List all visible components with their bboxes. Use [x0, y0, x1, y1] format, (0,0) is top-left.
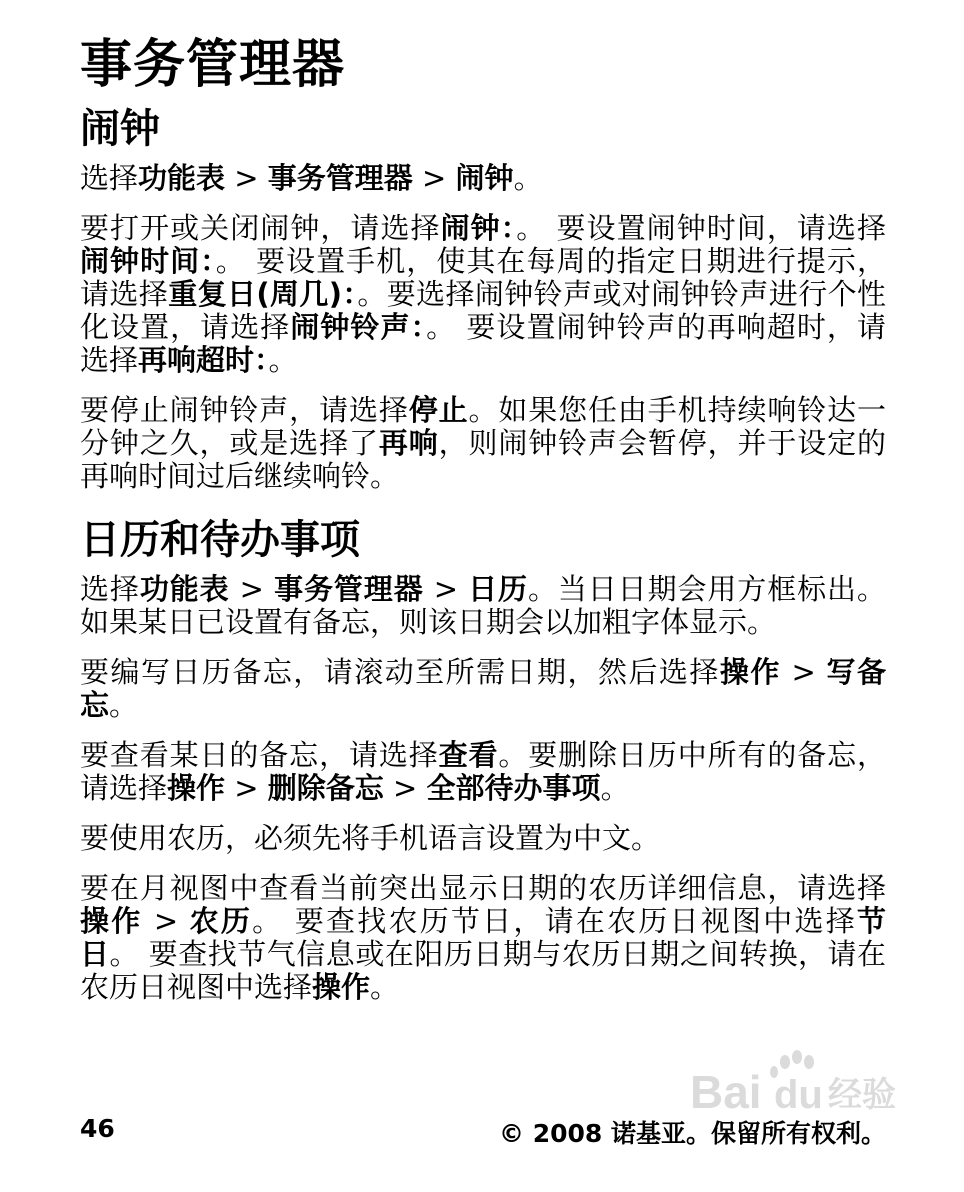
paragraph: [80, 656, 886, 722]
svg-text:Bai: Bai: [690, 1066, 762, 1118]
text-run: 。: [109, 688, 139, 722]
bold-term: 再响超时：: [138, 343, 269, 377]
bold-term: 事务管理器: [267, 161, 413, 195]
bold-term: 查看: [438, 738, 499, 772]
copyright-notice: © 2008 诺基亚。保留所有权利。: [499, 1119, 886, 1148]
text-run: >: [383, 771, 427, 805]
text-run: 选择: [80, 161, 139, 195]
bold-term: 闹钟：: [440, 211, 517, 245]
page-number: 46: [80, 1114, 115, 1143]
bold-term: 闹钟时间：: [80, 244, 216, 278]
bold-term: 操作: [312, 970, 371, 1004]
bold-term: 删除备忘: [267, 771, 384, 805]
bold-term: 农历: [189, 904, 253, 938]
text-run: >: [423, 572, 469, 606]
page-title: 事务管理器: [80, 35, 346, 95]
text-run: 。 要查找节气信息或在阳历日期与农历日期之间转换，请在农历日视图中选择: [80, 937, 886, 1004]
text-run: 。: [600, 771, 630, 805]
text-run: 要查看某日的备忘，请选择: [80, 738, 439, 772]
page-footer: [80, 1114, 886, 1150]
section-heading-alarm: 闹钟: [80, 106, 160, 152]
bold-term: 再响: [378, 426, 439, 460]
text-run: 选择: [80, 572, 140, 606]
bold-term: 闹钟铃声：: [290, 310, 427, 344]
bold-term: 事务管理器: [274, 572, 424, 606]
bold-term: 闹钟: [455, 161, 514, 195]
text-run: ，则闹钟铃声会暂停，并于设定的再响时间过后继续响铃。: [80, 426, 886, 493]
text-run: 。 要查找农历节日，请在农历日视图中选择: [252, 904, 857, 938]
text-run: 要停止闹钟铃声，请选择: [80, 393, 409, 427]
svg-text:经验: 经验: [828, 1075, 896, 1115]
text-run: >: [225, 771, 268, 805]
bold-term: 日历: [468, 572, 528, 606]
text-run: 。如果您任由手机持续响铃达一分钟之久，或是选择了: [80, 393, 886, 460]
bold-term: 操作: [167, 771, 226, 805]
text-run: 。要选择闹钟铃声或对闹钟铃声进行个性化设置，请选择: [80, 277, 886, 344]
bold-term: 节日: [80, 904, 886, 971]
text-run: 要打开或关闭闹钟，请选择: [80, 211, 441, 245]
document-page: [80, 30, 886, 1021]
paragraph: [80, 162, 886, 195]
svg-text:du: du: [774, 1073, 823, 1117]
text-run: >: [229, 572, 275, 606]
bold-term: 操作: [80, 904, 143, 938]
bold-term: 功能表: [139, 572, 230, 606]
text-run: >: [780, 655, 827, 689]
text-run: 要在月视图中查看当前突出显示日期的农历详细信息，请选择: [80, 871, 886, 905]
text-run: 。要删除日历中所有的备忘，请选择: [80, 738, 886, 805]
text-run: 。 要设置闹钟铃声的再响超时，请选择: [80, 310, 886, 377]
bold-term: 功能表: [138, 161, 226, 195]
text-run: >: [225, 161, 268, 195]
paragraph: [80, 394, 886, 493]
bold-term: 全部待办事项: [426, 771, 601, 805]
text-run: 要编写日历备忘，请滚动至所需日期，然后选择: [80, 655, 720, 689]
text-run: >: [412, 161, 456, 195]
text-run: 要使用农历，必须先将手机语言设置为中文。: [80, 821, 661, 855]
bold-term: 操作: [719, 655, 781, 689]
text-run: 。 要设置手机，使其在每周的指定日期进行提示，请选择: [80, 244, 886, 311]
text-run: 。: [513, 161, 543, 195]
text-run: 。 要设置闹钟时间，请选择: [516, 211, 886, 245]
paragraph: [80, 739, 886, 805]
paragraph: [80, 822, 886, 855]
bold-term: 写备忘: [80, 655, 886, 722]
section-heading-calendar: 日历和待办事项: [80, 517, 360, 563]
paragraph: [80, 573, 886, 639]
text-run: 。: [370, 970, 400, 1004]
bold-term: 停止: [408, 393, 469, 427]
text-run: 。当日日期会用方框标出。如果某日已设置有备忘，则该日期会以加粗字体显示。: [80, 572, 886, 639]
paragraph: [80, 212, 886, 377]
text-run: 。: [268, 343, 298, 377]
text-run: >: [142, 904, 190, 938]
paragraph: [80, 872, 886, 1004]
bold-term: 重复日(周几)：: [168, 277, 358, 311]
